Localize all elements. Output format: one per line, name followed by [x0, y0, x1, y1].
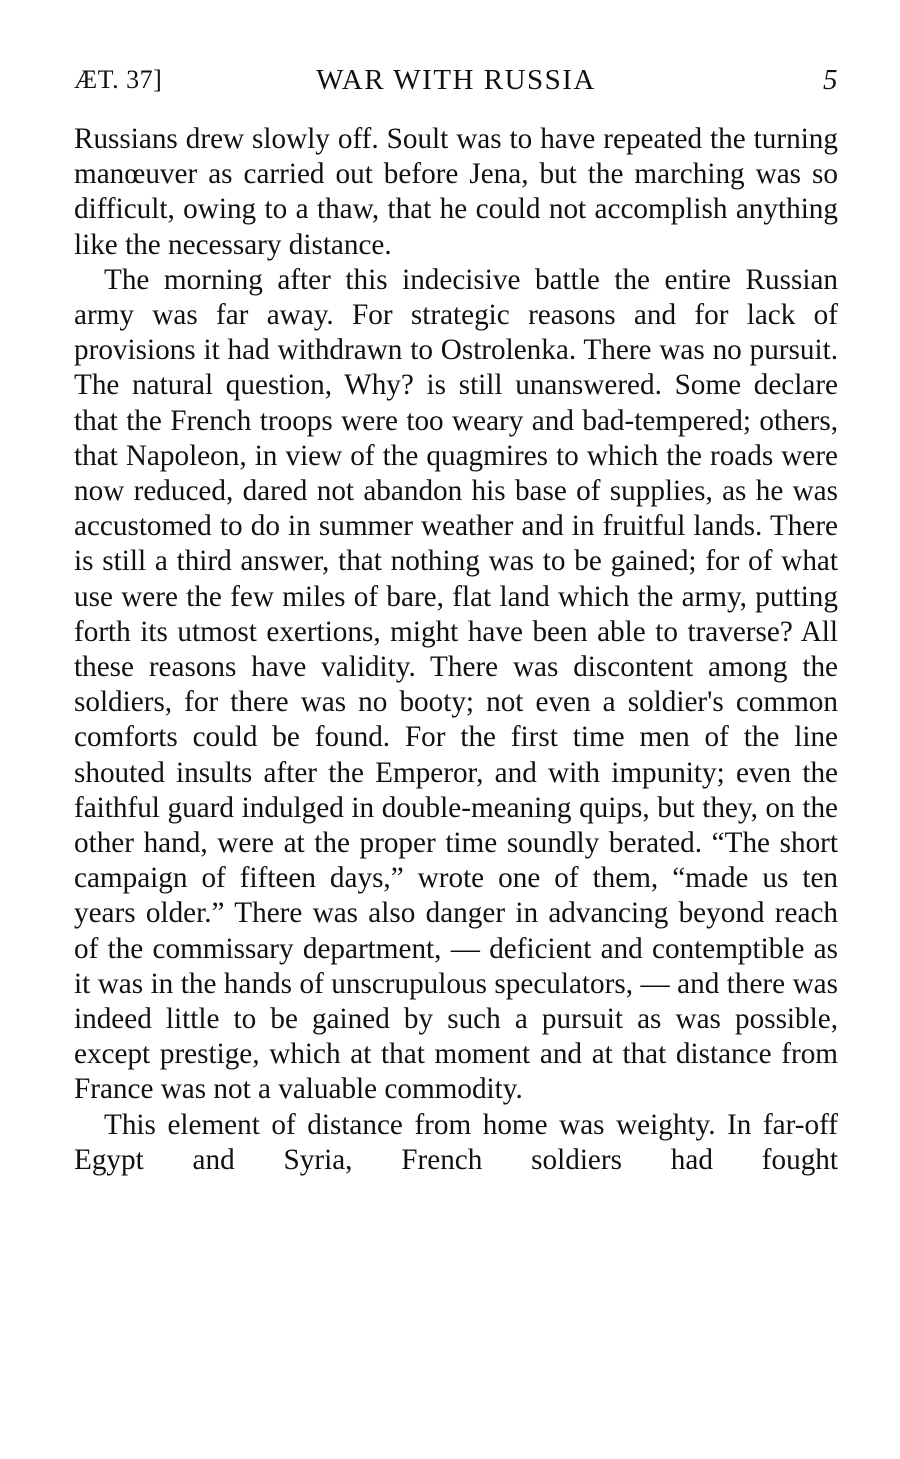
paragraph-continued: Russians drew slowly off. Soult was to have repeated the turning manœuver as carried out before Jena, but the marching was so difficult, owing to a thaw, that he could not accomplish anything like the necessary distance. [74, 123, 838, 261]
running-head [74, 56, 838, 104]
running-head-age: ÆT. 37] [74, 65, 163, 94]
book-page [74, 56, 838, 1178]
running-head-title: WAR WITH RUSSIA [316, 64, 596, 96]
body-text [74, 122, 838, 1178]
paragraph: The morning after this indecisive battle the entire Russian army was far away. For strategic reasons and for lack of provisions it had withdrawn to Ostrolenka. There was no pursuit. The natural question, Why? is still unanswered. Some declare that the French troops were too weary and bad-tempered; others, that Napoleon, in view of the quagmires to which the roads were now reduced, dared not abandon his base of supplies, as he was accustomed to do in summer weather and in fruitful lands. There is still a third answer, that nothing was to be gained; for of what use were the few miles of bare, flat land which the army, putting forth its utmost exertions, might have been able to traverse? All these reasons have validity. There was discontent among the soldiers, for there was no booty; not even a soldier's common comforts could be found. For the first time men of the line shouted insults after the Emperor, and with impunity; even the faithful guard indulged in double-meaning quips, but they, on the other hand, were at the proper time soundly berated. “The short campaign of fifteen days,” wrote one of them, “made us ten years older.” There was also danger in advancing beyond reach of the commissary department, — deficient and contemptible as it was in the hands of unscrupulous speculators, — and there was indeed little to be gained by such a pursuit as was possible, except prestige, which at that moment and at that distance from France was not a valuable commodity. [74, 263, 838, 1106]
page-number: 5 [823, 64, 838, 96]
paragraph-final: This element of distance from home was weighty. In far-off Egypt and Syria, French soldiers had fought [74, 1108, 838, 1176]
